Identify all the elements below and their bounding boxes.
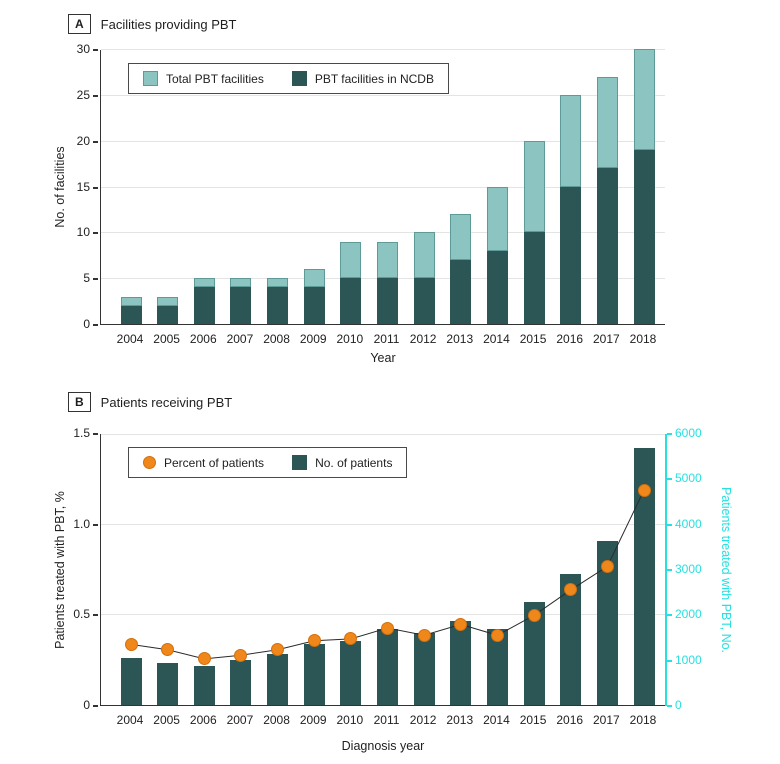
x-tick-label-b-2007: 2007	[226, 713, 254, 727]
right-y-tick-b-4000	[667, 524, 672, 526]
panel-a-title: Facilities providing PBT	[100, 16, 237, 32]
x-tick-label-a-2013: 2013	[446, 332, 474, 346]
right-y-tick-label-b-3000: 3000	[675, 562, 702, 576]
left-y-tick-b-1	[93, 524, 98, 526]
bar-total-2009	[304, 269, 325, 287]
bar-total-2007	[230, 278, 251, 287]
right-y-tick-b-3000	[667, 569, 672, 571]
percent-dot-2014	[491, 629, 504, 642]
panel-a-header	[68, 14, 237, 34]
bar-ncdb-2008	[267, 287, 288, 324]
x-tick-label-b-2018: 2018	[629, 713, 657, 727]
right-y-tick-label-b-4000: 4000	[675, 516, 702, 531]
y-tick-label-a-15: 15	[76, 179, 90, 194]
panel-b-left-y-axis-title: Patients treated with PBT, %	[53, 491, 67, 649]
panel-b-title: Patients receiving PBT	[100, 394, 233, 410]
right-y-tick-b-1000	[667, 660, 672, 662]
bar-total-2004	[121, 297, 142, 306]
y-tick-a-15	[93, 187, 98, 189]
legend-label-b-1: No. of patients	[315, 455, 393, 470]
legend-item-b-0	[143, 456, 264, 470]
percent-dot-2011	[381, 622, 394, 635]
x-tick-label-a-2004: 2004	[116, 332, 144, 346]
right-y-tick-b-2000	[667, 614, 672, 616]
legend-swatch-percent-dot	[143, 456, 156, 469]
x-tick-label-b-2005: 2005	[153, 713, 180, 727]
bar-total-2013	[450, 214, 471, 260]
bar-ncdb-2012	[414, 278, 435, 324]
bar-ncdb-2007	[230, 287, 251, 324]
left-y-tick-label-b-1: 1.0	[73, 516, 90, 531]
percent-dot-2017	[601, 560, 614, 573]
legend-swatch-ncdb-pbt	[292, 71, 307, 86]
panel-b-label: B	[68, 392, 91, 412]
bar-ncdb-2016	[560, 187, 581, 325]
right-y-tick-b-5000	[667, 478, 672, 480]
x-tick-label-a-2011: 2011	[373, 332, 400, 346]
y-tick-label-a-0: 0	[83, 317, 90, 331]
y-tick-label-a-25: 25	[76, 87, 90, 102]
percent-dot-2018	[638, 484, 651, 497]
bar-total-2015	[524, 141, 545, 233]
right-y-tick-b-0	[667, 705, 672, 707]
left-y-tick-b-0	[93, 705, 98, 707]
panel-a-label: A	[68, 14, 91, 34]
x-tick-label-a-2018: 2018	[629, 332, 657, 346]
right-y-tick-label-b-6000: 6000	[675, 426, 702, 440]
y-tick-label-a-10: 10	[76, 225, 90, 240]
panel-a-y-axis-title: No. of facilities	[53, 146, 67, 228]
right-y-tick-label-b-1000: 1000	[675, 652, 702, 667]
x-tick-label-b-2010: 2010	[336, 713, 364, 727]
left-y-tick-label-b-0: 0	[83, 698, 90, 712]
x-tick-label-b-2013: 2013	[446, 713, 474, 727]
y-tick-a-25	[93, 95, 98, 97]
bar-total-2017	[597, 77, 618, 169]
bar-total-2018	[634, 49, 655, 150]
y-tick-a-20	[93, 141, 98, 143]
x-tick-label-a-2006: 2006	[189, 332, 217, 346]
bar-ncdb-2014	[487, 251, 508, 324]
x-tick-label-a-2015: 2015	[519, 332, 547, 346]
x-tick-label-a-2012: 2012	[409, 332, 437, 346]
left-y-tick-b-1.5	[93, 433, 98, 435]
x-tick-label-a-2016: 2016	[556, 332, 584, 346]
bar-total-2008	[267, 278, 288, 287]
legend-item-b-1	[292, 455, 392, 470]
x-tick-label-a-2005: 2005	[153, 332, 180, 346]
x-tick-label-b-2014: 2014	[483, 713, 510, 727]
bar-total-2011	[377, 242, 398, 279]
legend-item-a-1	[292, 71, 434, 86]
y-tick-a-0	[93, 324, 98, 326]
bar-total-2014	[487, 187, 508, 251]
x-tick-label-b-2015: 2015	[519, 713, 547, 727]
x-tick-label-a-2014: 2014	[483, 332, 510, 346]
right-y-tick-label-b-0: 0	[675, 698, 682, 712]
right-y-tick-b-6000	[667, 433, 672, 435]
percent-dot-2015	[528, 609, 541, 622]
bar-ncdb-2009	[304, 287, 325, 324]
legend-item-a-0	[143, 71, 264, 86]
panel-b-plot-area	[100, 434, 665, 706]
legend-label-a-1: PBT facilities in NCDB	[314, 71, 434, 86]
bar-ncdb-2010	[340, 278, 361, 324]
x-tick-label-a-2008: 2008	[263, 332, 290, 346]
x-tick-label-a-2009: 2009	[299, 332, 327, 346]
panel-a-x-axis-title: Year	[370, 351, 396, 365]
x-tick-label-b-2008: 2008	[263, 713, 290, 727]
x-tick-label-b-2012: 2012	[409, 713, 437, 727]
bar-total-2010	[340, 242, 361, 279]
y-tick-label-a-5: 5	[83, 271, 90, 286]
right-y-tick-label-b-5000: 5000	[675, 471, 702, 486]
bar-total-2016	[560, 95, 581, 187]
bar-total-2005	[157, 297, 178, 306]
left-y-tick-label-b-0.5: 0.5	[73, 607, 90, 622]
x-tick-label-a-2010: 2010	[336, 332, 364, 346]
x-tick-label-b-2004: 2004	[116, 713, 144, 727]
bar-ncdb-2013	[450, 260, 471, 324]
x-tick-label-b-2006: 2006	[189, 713, 217, 727]
x-tick-label-a-2007: 2007	[226, 332, 254, 346]
bar-ncdb-2006	[194, 287, 215, 324]
panel-a-plot-area	[100, 50, 665, 325]
y-tick-a-5	[93, 278, 98, 280]
x-tick-label-b-2011: 2011	[373, 713, 400, 727]
x-tick-label-b-2016: 2016	[556, 713, 584, 727]
x-tick-label-b-2017: 2017	[592, 713, 620, 727]
legend-swatch-total-pbt	[143, 71, 158, 86]
percent-dot-2009	[308, 634, 321, 647]
bar-ncdb-2004	[121, 306, 142, 324]
panel-a-legend	[128, 63, 449, 94]
bar-ncdb-2005	[157, 306, 178, 324]
bar-total-2012	[414, 232, 435, 278]
right-y-tick-label-b-2000: 2000	[675, 607, 702, 622]
y-tick-label-a-20: 20	[76, 133, 90, 148]
bar-ncdb-2015	[524, 232, 545, 324]
bar-total-2006	[194, 278, 215, 287]
bar-ncdb-2017	[597, 168, 618, 324]
left-y-tick-b-0.5	[93, 614, 98, 616]
panel-b-header	[68, 392, 232, 412]
x-tick-label-b-2009: 2009	[299, 713, 327, 727]
legend-swatch-patients-bar	[292, 455, 307, 470]
panel-b-right-y-axis-title: Patients treated with PBT, No.	[719, 486, 733, 654]
legend-label-a-0: Total PBT facilities	[166, 71, 264, 86]
panel-b-x-axis-title: Diagnosis year	[341, 739, 425, 753]
bar-ncdb-2018	[634, 150, 655, 324]
y-tick-a-10	[93, 232, 98, 234]
gridline-a-30	[101, 49, 665, 50]
y-tick-label-a-30: 30	[76, 42, 90, 56]
bar-ncdb-2011	[377, 278, 398, 324]
legend-label-b-0: Percent of patients	[164, 455, 265, 470]
panel-b-legend	[128, 447, 407, 478]
percent-dot-2004	[125, 638, 138, 651]
percent-dot-2012	[418, 629, 431, 642]
left-y-tick-label-b-1.5: 1.5	[73, 426, 90, 440]
y-tick-a-30	[93, 49, 98, 51]
x-tick-label-a-2017: 2017	[592, 332, 620, 346]
